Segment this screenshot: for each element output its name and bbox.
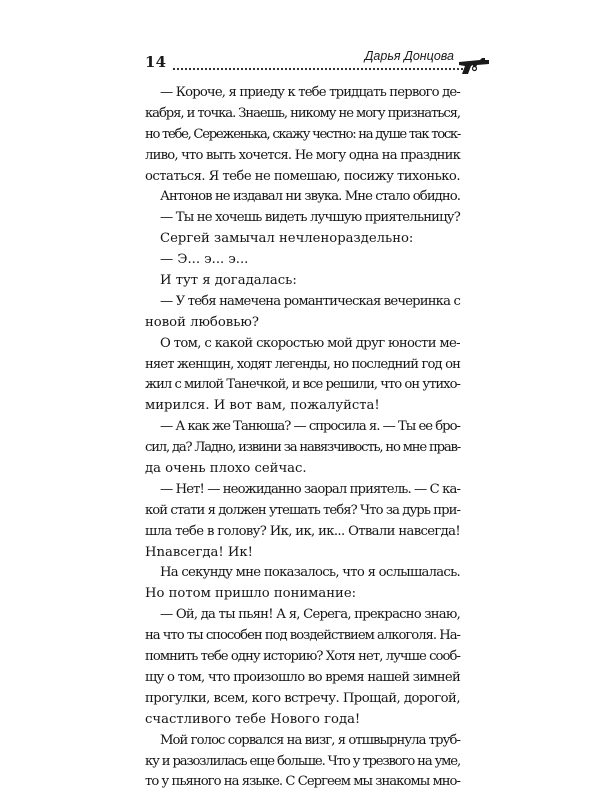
running-head-author: Дарья Донцова xyxy=(364,49,454,63)
text-line: прогулки, всем, кого встречу. Прощай, дорогой, xyxy=(145,690,460,706)
page-number: 14 xyxy=(145,53,167,71)
text-line: кой стати я должен утешать тебя? Что за дурь при- xyxy=(145,502,460,518)
body-text xyxy=(145,83,460,793)
text-line: — У тебя намечена романтическая вечеринка с xyxy=(160,293,461,309)
text-line: Но потом пришло понимание: xyxy=(145,586,357,602)
text-line: — Ты не хочешь видеть лучшую приятельницу? xyxy=(160,210,460,226)
text-line: И тут я догадалась: xyxy=(160,273,297,289)
dotted-leader xyxy=(173,68,463,70)
text-line: Сергей замычал нечленораздельно: xyxy=(160,231,414,247)
text-line: ку и разозлилась еще больше. Что у трезвого на уме, xyxy=(145,753,460,769)
text-line: — А как же Танюша? — спросила я. — Ты ее бро- xyxy=(160,419,461,435)
text-line: шла тебе в голову? Ик, ик, ик... Отвали навсегда! xyxy=(145,523,461,539)
text-line: жил с милой Танечкой, и все решили, что он утихо- xyxy=(145,377,460,393)
text-line: но тебе, Сереженька, скажу честно: на душе так тоск- xyxy=(145,126,461,142)
page-header xyxy=(145,47,490,75)
text-line: О том, с какой скоростью мой друг юности ме- xyxy=(160,335,460,351)
text-line: счастливого тебе Нового года! xyxy=(145,711,361,727)
text-line: Нnавсегда! Ик! xyxy=(145,544,253,560)
text-line: — Нет! — неожиданно заорал приятель. — С ка- xyxy=(160,481,461,497)
pistol-icon xyxy=(458,57,490,75)
text-line: Антонов не издавал ни звука. Мне стало обидно. xyxy=(160,189,461,205)
text-line: няет женщин, ходят легенды, но последний год он xyxy=(145,356,461,372)
text-line: на что ты способен под воздействием алкоголя. На- xyxy=(145,628,460,644)
text-line: новой любовью? xyxy=(145,314,259,330)
text-line: ливо, что выть хочется. Не могу одна на праздник xyxy=(145,147,461,163)
text-line: На секунду мне показалось, что я ослышалась. xyxy=(160,565,461,581)
text-line: то у пьяного на языке. С Сергеем мы знакомы мно- xyxy=(145,774,461,790)
text-line: помнить тебе одну историю? Хотя нет, лучше сооб- xyxy=(145,649,460,665)
text-line: мирился. И вот вам, пожалуйста! xyxy=(145,398,380,414)
text-line: остаться. Я тебе не помешаю, посижу тихонько. xyxy=(145,168,460,184)
text-line: — Э... э... э... xyxy=(160,252,249,268)
text-line: кабря, и точка. Знаешь, никому не могу признаться, xyxy=(145,105,461,121)
text-line: сил, да? Ладно, извини за навязчивость, но мне прав- xyxy=(145,440,460,456)
text-line: — Короче, я приеду к тебе тридцать первого де- xyxy=(160,85,460,100)
text-line: Мой голос сорвался на визг, я отшвырнула труб- xyxy=(160,732,460,748)
text-line: — Ой, да ты пьян! А я, Серега, прекрасно знаю, xyxy=(160,607,460,623)
text-line: щу о том, что произошло во время нашей зимней xyxy=(145,669,461,685)
text-line: да очень плохо сейчас. xyxy=(145,461,307,477)
